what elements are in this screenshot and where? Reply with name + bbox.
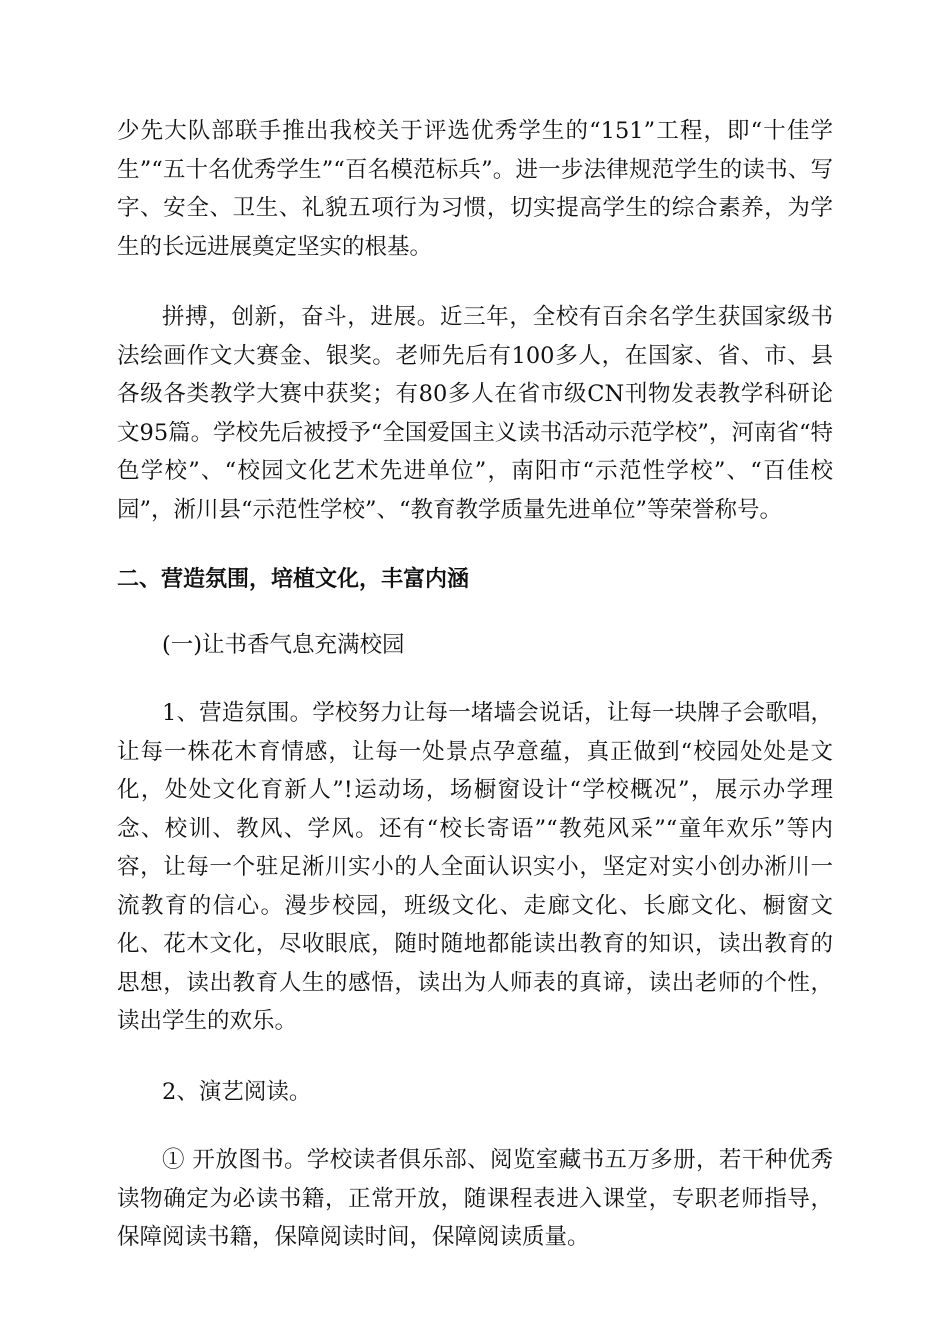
document-page (117, 112, 833, 1289)
paragraph-achievements: 拼搏，创新，奋斗，进展。近三年，全校有百余名学生获国家级书法绘画作文大赛金、银奖。老师先后有100多人，在国家、省、市、县各级各类教学大赛中获奖；有80多人在省市级CN刊物发表教学科研论文95篇。学校先后被授予“全国爱国主义读书活动示范学校”，河南省“特色学校”、“校园文化艺术先进单位”，南阳市“示范性学校”、“百佳校园”，淅川县“示范性学校”、“教育教学质量先进单位”等荣誉称号。 (117, 304, 833, 523)
paragraph-atmosphere: 1、营造氛围。学校努力让每一堵墙会说话，让每一块牌子会歌唱，让每一株花木育情感，让每一处景点孕意蕴，真正做到“校园处处是文化，处处文化育新人”!运动场，场橱窗设计“学校概况”，展示办学理念、校训、教风、学风。还有“校长寄语”“教苑风采”“童年欢乐”等内容，让每一个驻足淅川实小的人全面认识实小，坚定对实小创办淅川一流教育的信心。漫步校园，班级文化、走廊文化、长廊文化、橱窗文化、花木文化，尽收眼底，随时随地都能读出教育的知识，读出教育的思想，读出教育人生的感悟，读出为人师表的真谛，读出老师的个性，读出学生的欢乐。 (117, 700, 833, 1034)
paragraph-reading-title: 2、演艺阅读。 (162, 1078, 312, 1105)
subsection-heading: (一)让书香气息充满校园 (162, 631, 405, 658)
paragraph-open-library: ① 开放图书。学校读者俱乐部、阅览室藏书五万多册，若干种优秀读物确定为必读书籍，正常开放，随课程表进入课堂，专职老师指导，保障阅读书籍，保障阅读时间，保障阅读质量。 (117, 1147, 833, 1250)
paragraph-student-award-program: 少先大队部联手推出我校关于评选优秀学生的“151”工程，即“十佳学生”“五十名优秀学生”“百名模范标兵”。进一步法律规范学生的读书、写字、安全、卫生、礼貌五项行为习惯，切实提高学生的综合素养，为学生的长远进展奠定坚实的根基。 (117, 118, 833, 260)
section-heading: 二、营造氛围，培植文化，丰富内涵 (117, 567, 470, 592)
